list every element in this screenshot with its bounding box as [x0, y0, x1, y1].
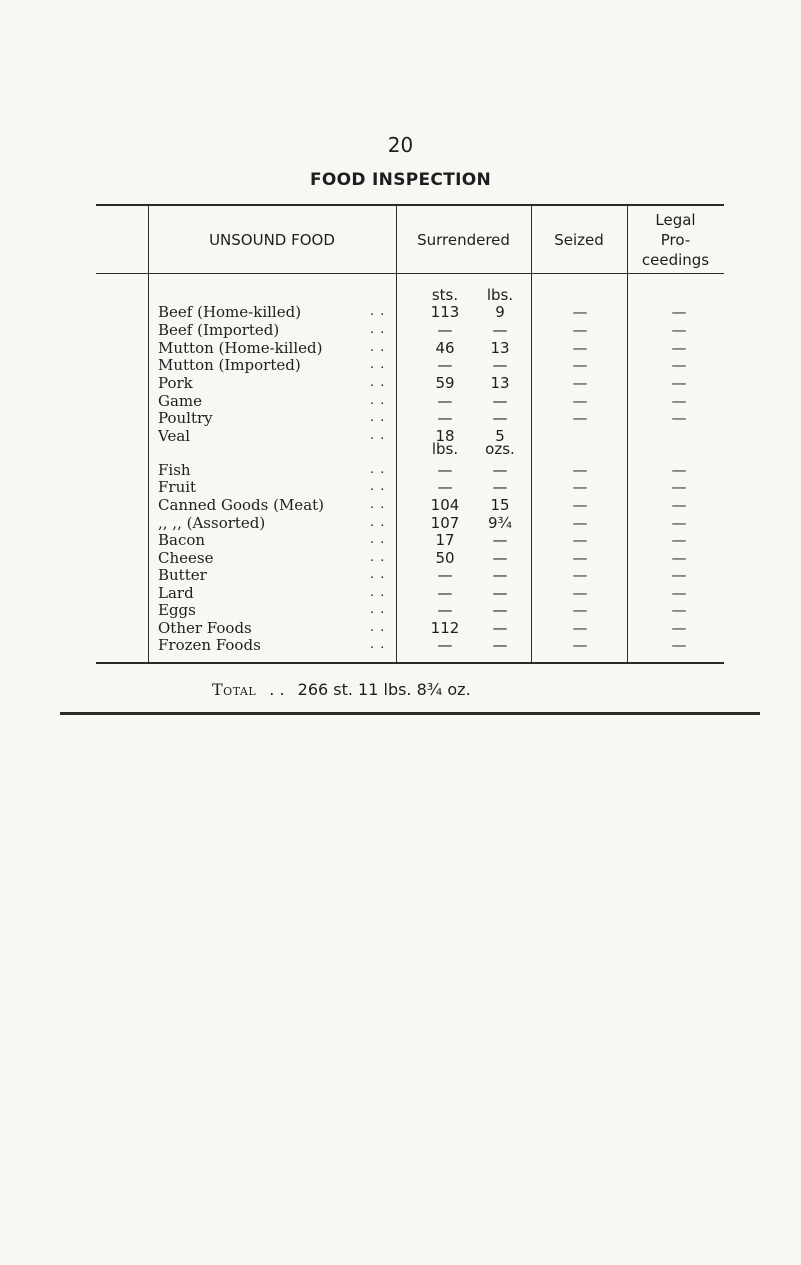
row-legal: — [671, 321, 687, 339]
header-legal-line-1: Legal [655, 211, 696, 229]
row-label: Mutton (Imported) [158, 356, 301, 374]
row-label: Pork [158, 374, 193, 392]
row-legal: — [671, 374, 687, 392]
table-top-rule [96, 204, 724, 206]
row-label: Canned Goods (Meat) [158, 496, 325, 514]
row-stones: — [437, 321, 453, 339]
row-seized: — [572, 356, 588, 374]
row-legal: — [671, 514, 687, 532]
row-stones: — [437, 478, 453, 496]
row-label: Eggs [158, 601, 196, 619]
row-label: Cheese [158, 549, 214, 567]
row-leader: . . [370, 304, 386, 319]
unit-pounds: lbs. [486, 286, 514, 304]
row-label: Poultry [158, 409, 213, 427]
row-label: Frozen Foods [158, 636, 261, 654]
row-leader: . . [370, 637, 386, 652]
row-leader: . . [370, 602, 386, 617]
row-legal: — [671, 566, 687, 584]
row-seized: — [572, 339, 588, 357]
row-label: Fish [158, 461, 191, 479]
row-pounds: 13 [490, 374, 510, 392]
header-surrendered: Surrendered [417, 231, 510, 249]
row-legal: — [671, 601, 687, 619]
row-seized: — [572, 392, 588, 410]
row-label: Bacon [158, 531, 206, 549]
column-divider-1 [148, 204, 149, 664]
row-legal: — [671, 356, 687, 374]
row-pounds: 15 [490, 496, 510, 514]
row-pounds: — [492, 356, 508, 374]
column-divider-2 [396, 204, 397, 664]
row-pounds: — [492, 566, 508, 584]
total-leader: . . [269, 680, 285, 699]
row-stones: 113 [430, 303, 460, 321]
row-leader: . . [370, 479, 386, 494]
row-stones: — [437, 356, 453, 374]
page-title: FOOD INSPECTION [310, 170, 491, 190]
row-label: Butter [158, 566, 207, 584]
row-seized: — [572, 601, 588, 619]
row-stones: — [437, 566, 453, 584]
row-leader: . . [370, 567, 386, 582]
row-seized: — [572, 619, 588, 637]
row-seized: — [572, 514, 588, 532]
row-seized: — [572, 566, 588, 584]
row-legal: — [671, 531, 687, 549]
row-pounds: — [492, 584, 508, 602]
row-stones: 59 [435, 374, 455, 392]
row-pounds: — [492, 392, 508, 410]
row-stones: 107 [430, 514, 460, 532]
page-bottom-rule [60, 712, 760, 715]
header-legal-line-2: Pro- [660, 231, 691, 249]
row-leader: . . [370, 410, 386, 425]
row-legal: — [671, 339, 687, 357]
row-stones: — [437, 636, 453, 654]
row-label: Game [158, 392, 203, 410]
row-pounds: — [492, 549, 508, 567]
row-leader: . . [370, 322, 386, 337]
unit-pounds-fish: lbs. [431, 440, 459, 458]
row-leader: . . [370, 585, 386, 600]
row-seized: — [572, 478, 588, 496]
header-unsound-food: UNSOUND FOOD [209, 231, 335, 249]
row-stones: — [437, 601, 453, 619]
row-pounds: — [492, 461, 508, 479]
row-seized: — [572, 496, 588, 514]
row-seized: — [572, 531, 588, 549]
row-leader: . . [370, 428, 386, 443]
row-label: Fruit [158, 478, 197, 496]
row-leader: . . [370, 375, 386, 390]
row-legal: — [671, 549, 687, 567]
total-label: Total [212, 680, 257, 699]
row-legal: — [671, 478, 687, 496]
row-pounds: — [492, 636, 508, 654]
row-seized: — [572, 303, 588, 321]
row-stones: 18 [435, 427, 455, 445]
row-label: Mutton (Home-killed) [158, 339, 323, 357]
row-label: ,, ,, (Assorted) [158, 514, 266, 532]
column-divider-3 [531, 204, 532, 664]
row-legal: — [671, 303, 687, 321]
row-pounds: 13 [490, 339, 510, 357]
row-stones: — [437, 461, 453, 479]
row-pounds: — [492, 478, 508, 496]
row-legal: — [671, 461, 687, 479]
row-stones: — [437, 409, 453, 427]
row-stones: 112 [430, 619, 460, 637]
row-leader: . . [370, 515, 386, 530]
row-seized: — [572, 321, 588, 339]
row-label: Beef (Imported) [158, 321, 280, 339]
row-pounds: — [492, 531, 508, 549]
row-leader: . . [370, 462, 386, 477]
header-legal-line-3: ceedings [641, 251, 710, 269]
row-seized: — [572, 461, 588, 479]
row-label: Veal [158, 427, 191, 445]
total-value: 266 st. 11 lbs. 8¾ oz. [297, 680, 471, 699]
row-pounds: — [492, 409, 508, 427]
row-pounds: 9 [495, 303, 505, 321]
row-seized: — [572, 409, 588, 427]
row-leader: . . [370, 357, 386, 372]
row-seized: — [572, 374, 588, 392]
row-leader: . . [370, 620, 386, 635]
row-label: Beef (Home-killed) [158, 303, 302, 321]
row-pounds: — [492, 321, 508, 339]
unit-ounces: ozs. [485, 440, 515, 458]
row-stones: — [437, 584, 453, 602]
row-seized: — [572, 636, 588, 654]
row-seized: — [572, 584, 588, 602]
row-stones: 46 [435, 339, 455, 357]
row-stones: — [437, 392, 453, 410]
total-line [212, 680, 471, 699]
row-legal: — [671, 619, 687, 637]
row-stones: 104 [430, 496, 460, 514]
row-legal: — [671, 636, 687, 654]
row-leader: . . [370, 393, 386, 408]
row-leader: . . [370, 550, 386, 565]
row-seized: — [572, 549, 588, 567]
row-legal: — [671, 392, 687, 410]
row-leader: . . [370, 497, 386, 512]
row-pounds: 5 [495, 427, 505, 445]
header-seized: Seized [554, 231, 604, 249]
table-bottom-rule [96, 662, 724, 664]
header-bottom-rule [96, 273, 724, 274]
row-leader: . . [370, 340, 386, 355]
row-legal: — [671, 496, 687, 514]
row-pounds: 9¾ [487, 514, 513, 532]
unit-stones: sts. [431, 286, 459, 304]
row-stones: 50 [435, 549, 455, 567]
row-pounds: — [492, 619, 508, 637]
row-label: Lard [158, 584, 194, 602]
row-leader: . . [370, 532, 386, 547]
page-number: 20 [387, 133, 414, 157]
row-legal: — [671, 584, 687, 602]
row-legal: — [671, 409, 687, 427]
row-label: Other Foods [158, 619, 252, 637]
column-divider-4 [627, 204, 628, 664]
row-pounds: — [492, 601, 508, 619]
row-stones: 17 [435, 531, 455, 549]
